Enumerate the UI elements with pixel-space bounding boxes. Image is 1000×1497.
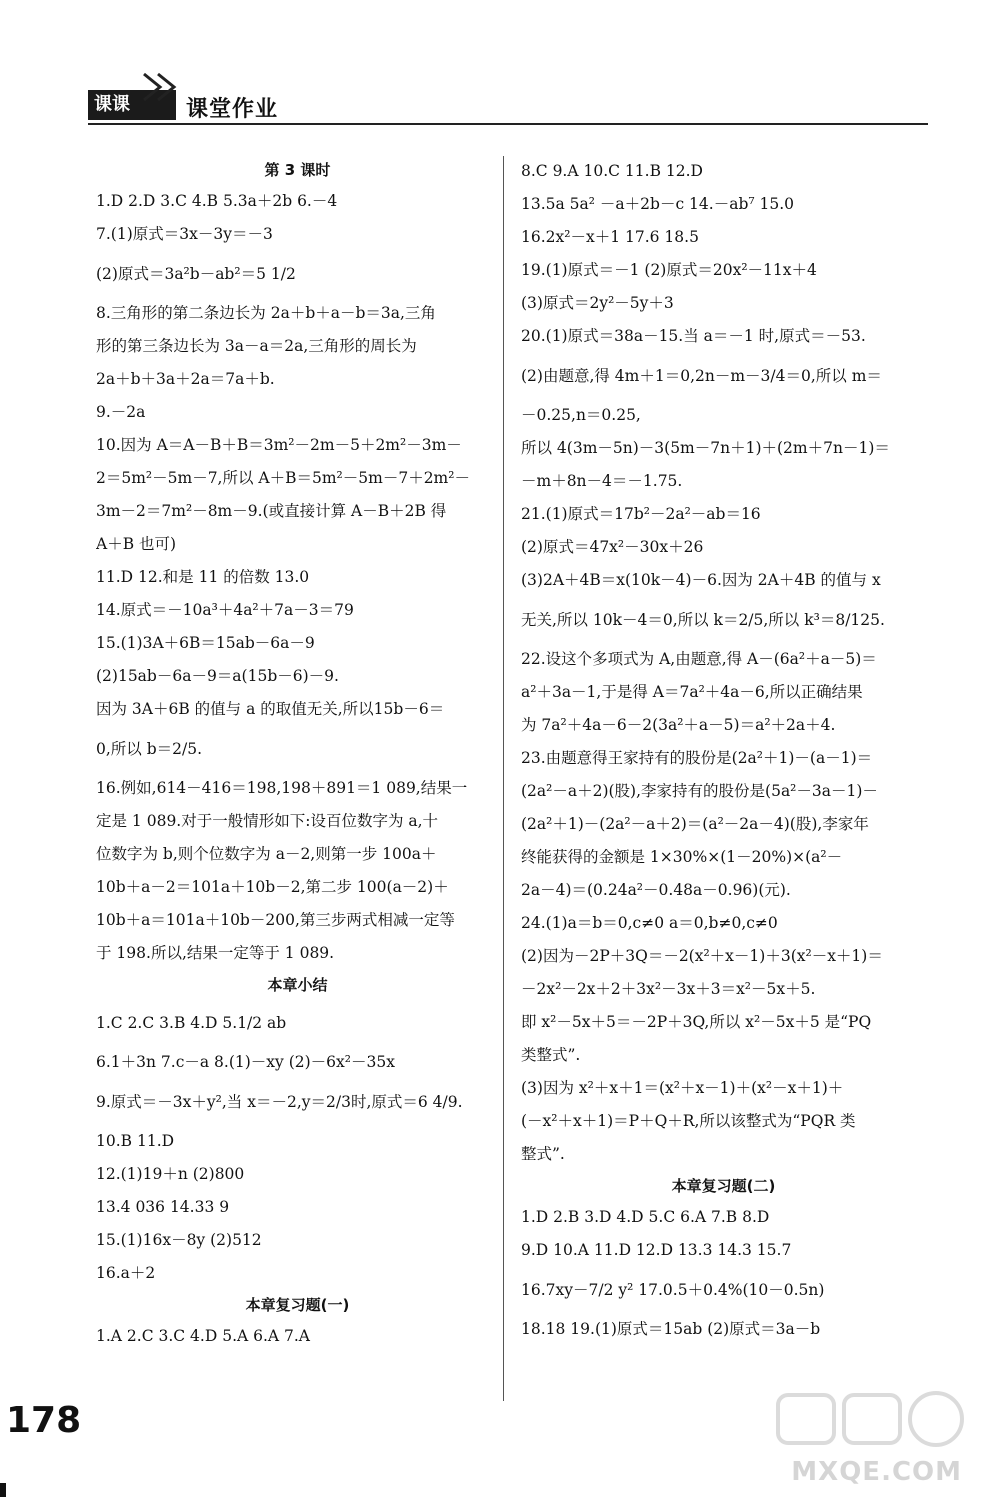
answer-line: 定是 1 089.对于一般情形如下:设百位数字为 a,十	[96, 812, 439, 830]
section-title: 本章小结	[267, 976, 328, 994]
answer-line: 16.例如,614－416＝198,198＋891＝1 089,结果一	[96, 779, 468, 797]
answer-line: 为 7a²＋4a－6－2(3a²＋a－5)＝a²＋2a＋4.	[521, 716, 836, 734]
answer-line: (－x²＋x＋1)＝P＋Q＋R,所以该整式为“PQR 类	[521, 1112, 856, 1130]
left-column	[96, 155, 499, 1353]
answer-line: (3)2A＋4B＝x(10k－4)－6.因为 2A＋4B 的值与 x	[521, 571, 881, 589]
answer-line: 8.三角形的第二条边长为 2a＋b＋a－b＝3a,三角	[96, 304, 436, 322]
answer-line: 1.C 2.C 3.B 4.D 5.1/2 ab	[96, 1014, 287, 1032]
page-header	[88, 68, 928, 128]
answer-line: 2＝5m²－5m－7,所以 A＋B＝5m²－5m－7＋2m²－	[96, 469, 470, 487]
watermark-url: MXQE.COM	[791, 1457, 962, 1487]
answer-line: －0.25,n＝0.25,	[521, 406, 641, 424]
answer-line: 无关,所以 10k－4＝0,所以 k＝2/5,所以 k³＝8/125.	[521, 611, 885, 629]
answer-line: 20.(1)原式＝38a－15.当 a＝－1 时,原式＝－53.	[521, 327, 866, 345]
answer-line: (2)因为－2P＋3Q＝－2(x²＋x－1)＋3(x²－x＋1)＝	[521, 947, 883, 965]
answer-line: 2a＋b＋3a＋2a＝7a＋b.	[96, 370, 275, 388]
answer-line: －m＋8n－4＝－1.75.	[521, 472, 683, 490]
answer-line: 15.(1)3A＋6B＝15ab－6a－9	[96, 634, 315, 652]
answer-line: 9.－2a	[96, 403, 146, 421]
answer-line: 16.2x²－x＋1 17.6 18.5	[521, 228, 699, 246]
answer-line: 12.(1)19＋n (2)800	[96, 1165, 245, 1183]
answer-line: 21.(1)原式＝17b²－2a²－ab＝16	[521, 505, 761, 523]
answer-line: 0,所以 b＝2/5.	[96, 740, 203, 758]
answer-line: (2a²－a＋2)(股),李家持有的股份是(5a²－3a－1)－	[521, 782, 878, 800]
section-title: 第 3 课时	[264, 161, 331, 179]
answer-line: 类整式”.	[521, 1046, 581, 1064]
answer-line: 10b＋a－2＝101a＋10b－2,第二步 100(a－2)＋	[96, 878, 449, 896]
answer-line: 位数字为 b,则个位数字为 a－2,则第一步 100a＋	[96, 845, 437, 863]
answer-line: 7.(1)原式＝3x－3y＝－3	[96, 225, 273, 243]
answer-line: 16.a＋2	[96, 1264, 156, 1282]
answer-line: 11.D 12.和是 11 的倍数 13.0	[96, 568, 310, 586]
answer-line: 24.(1)a＝b＝0,c≠0 a＝0,b≠0,c≠0	[521, 914, 778, 932]
answer-line: 13.5a 5a² －a＋2b－c 14.－ab⁷ 15.0	[521, 195, 795, 213]
answer-line: －2x²－2x＋2＋3x²－3x＋3＝x²－5x＋5.	[521, 980, 816, 998]
answer-line: 3m－2＝7m²－8m－9.(或直接计算 A－B＋2B 得	[96, 502, 447, 520]
answer-line: 于 198.所以,结果一定等于 1 089.	[96, 944, 335, 962]
brand-badge: 课课	[88, 90, 176, 120]
answer-line: 19.(1)原式＝－1 (2)原式＝20x²－11x＋4	[521, 261, 817, 279]
answer-line: (2)由题意,得 4m＋1＝0,2n－m－3/4＝0,所以 m＝	[521, 367, 882, 385]
answer-line: 16.7xy－7/2 y² 17.0.5＋0.4%(10－0.5n)	[521, 1281, 825, 1299]
answer-line: (2)原式＝47x²－30x＋26	[521, 538, 704, 556]
answer-line: (2a²＋1)－(2a²－a＋2)＝(a²－2a－4)(股),李家年	[521, 815, 869, 833]
section-title: 本章复习题(一)	[245, 1296, 350, 1314]
answer-line: 13.4 036 14.33 9	[96, 1198, 230, 1216]
watermark	[762, 1389, 972, 1489]
answer-line: 1.D 2.D 3.C 4.B 5.3a＋2b 6.－4	[96, 192, 338, 210]
answer-line: 10b＋a＝101a＋10b－200,第三步两式相减一定等	[96, 911, 455, 929]
answer-line: 因为 3A＋6B 的值与 a 的取值无关,所以15b－6＝	[96, 700, 445, 718]
header-rule	[88, 123, 928, 125]
answer-line: 15.(1)16x－8y (2)512	[96, 1231, 262, 1249]
answer-line: a²＋3a－1,于是得 A＝7a²＋4a－6,所以正确结果	[521, 683, 863, 701]
answer-line: 整式”.	[521, 1145, 565, 1163]
answer-line: A＋B 也可)	[96, 535, 177, 553]
answer-line: (3)因为 x²＋x＋1＝(x²＋x－1)＋(x²－x＋1)＋	[521, 1079, 844, 1097]
right-column	[521, 155, 926, 1346]
answer-line: (2)原式＝3a²b－ab²＝5 1/2	[96, 265, 296, 283]
answer-line: 2a－4)＝(0.24a²－0.48a－0.96)(元).	[521, 881, 791, 899]
answer-line: 形的第三条边长为 3a－a＝2a,三角形的周长为	[96, 337, 417, 355]
answer-line: 10.因为 A＝A－B＋B＝3m²－2m－5＋2m²－3m－	[96, 436, 462, 454]
watermark-logo-icon	[772, 1389, 972, 1449]
section-title: 本章复习题(二)	[671, 1177, 776, 1195]
answer-line: 6.1＋3n 7.c－a 8.(1)－xy (2)－6x²－35x	[96, 1053, 395, 1071]
double-chevron-icon	[140, 70, 190, 104]
header-title: 课堂作业	[186, 97, 279, 122]
answer-line: 9.D 10.A 11.D 12.D 13.3 14.3 15.7	[521, 1241, 792, 1259]
corner-mark	[0, 1483, 6, 1497]
column-divider	[503, 156, 504, 1401]
answer-line: 8.C 9.A 10.C 11.B 12.D	[521, 162, 703, 180]
answer-line: 所以 4(3m－5n)－3(5m－7n＋1)＋(2m＋7n－1)＝	[521, 439, 890, 457]
answer-line: (2)15ab－6a－9＝a(15b－6)－9.	[96, 667, 339, 685]
answer-line: 14.原式＝－10a³＋4a²＋7a－3＝79	[96, 601, 354, 619]
answer-line: 18.18 19.(1)原式＝15ab (2)原式＝3a－b	[521, 1320, 821, 1338]
page-number: 178	[6, 1400, 82, 1441]
answer-line: 23.由题意得王家持有的股份是(2a²＋1)－(a－1)＝	[521, 749, 873, 767]
answer-line: 10.B 11.D	[96, 1132, 175, 1150]
answer-line: 22.设这个多项式为 A,由题意,得 A－(6a²＋a－5)＝	[521, 650, 877, 668]
answer-line: (3)原式＝2y²－5y＋3	[521, 294, 674, 312]
answer-line: 9.原式＝－3x＋y²,当 x＝－2,y＝2/3时,原式＝6 4/9.	[96, 1093, 463, 1111]
answer-line: 终能获得的金额是 1×30%×(1－20%)×(a²－	[521, 848, 843, 866]
answer-line: 1.A 2.C 3.C 4.D 5.A 6.A 7.A	[96, 1327, 311, 1345]
answer-line: 1.D 2.B 3.D 4.D 5.C 6.A 7.B 8.D	[521, 1208, 770, 1226]
answer-line: 即 x²－5x＋5＝－2P＋3Q,所以 x²－5x＋5 是“PQ	[521, 1013, 872, 1031]
